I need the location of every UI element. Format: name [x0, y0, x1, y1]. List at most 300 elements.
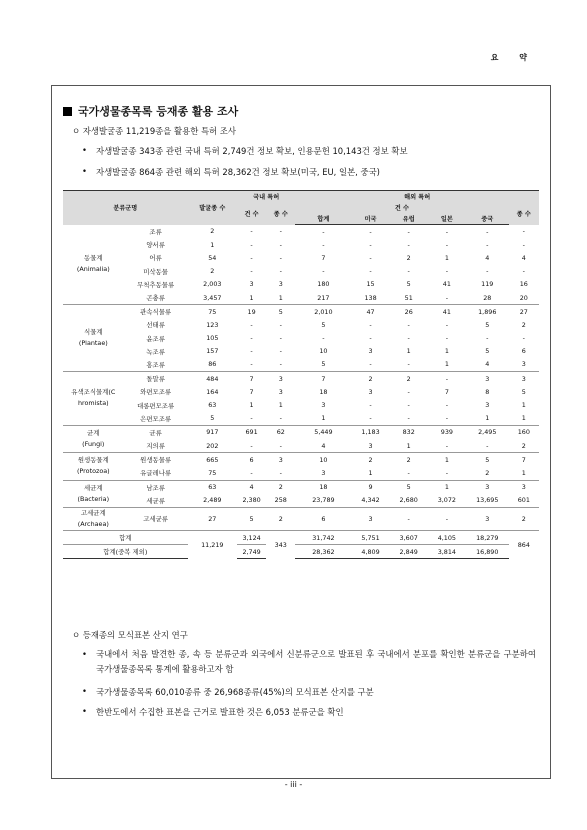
table-cell: - [250, 240, 253, 249]
table-cell: 5 [485, 347, 490, 356]
table-cell: 5 [406, 483, 411, 492]
table-cell: 1,896 [478, 307, 497, 316]
table-cell: - [445, 320, 449, 329]
table-cell: - [250, 347, 253, 356]
table-cell: 1 [428, 358, 466, 372]
section-title-text: 국가생물종목록 등재종 활용 조사 [78, 105, 239, 118]
total-cell: 18,279 [466, 530, 509, 544]
page-number: - iii - [284, 780, 303, 789]
total-cell: 4,105 [428, 530, 466, 544]
taxon-name: 돌말류 [146, 375, 165, 384]
table-row [63, 305, 539, 319]
table-cell: 3 [509, 358, 539, 372]
table-cell: 7 [249, 374, 254, 383]
table-cell: - [369, 320, 372, 329]
total-cell: 2,849 [390, 545, 428, 559]
table-cell: 5 [295, 358, 351, 372]
section-title [63, 103, 238, 119]
table-cell: 157 [206, 347, 219, 356]
table-cell: 3,072 [428, 494, 466, 508]
table-row [63, 251, 539, 264]
table-cell: 3 [295, 466, 351, 480]
table-cell: - [279, 320, 282, 329]
table-cell: 86 [188, 358, 237, 372]
table-row [63, 238, 539, 251]
table-cell: 3 [249, 280, 254, 289]
total-cell: 4,809 [351, 545, 389, 559]
table-cell: 1 [249, 401, 254, 410]
table-cell: 2,495 [478, 428, 497, 437]
table-cell: - [486, 227, 489, 236]
table-cell: 1 [444, 455, 449, 464]
table-cell: - [369, 240, 372, 249]
table-cell: 18 [319, 483, 328, 492]
table-cell: - [522, 227, 525, 236]
table-cell: 10 [319, 455, 328, 464]
table-cell: - [428, 412, 466, 426]
table-cell: 2 [266, 507, 295, 530]
table-cell: 41 [442, 280, 451, 289]
bullet-text: 국가생물종목록 60,010종류 중 26,968종류(45%)의 모식표본 산지를 구분 [96, 687, 374, 697]
table-cell: 3 [278, 280, 283, 289]
taxon-name: 미삭동물 [143, 267, 168, 276]
total-cell: 3,814 [428, 545, 466, 559]
table-row [63, 345, 539, 358]
taxon-name: 지의류 [124, 439, 188, 453]
table-row [63, 398, 539, 411]
table-cell: 6 [249, 455, 254, 464]
table-cell: 2 [509, 439, 539, 453]
taxon-name: 양서류 [146, 241, 165, 250]
patent-table [63, 190, 539, 559]
table-cell: 119 [481, 280, 494, 289]
table-cell: 23,789 [295, 494, 351, 508]
table-cell: 27 [519, 307, 528, 316]
table-cell: - [369, 267, 372, 276]
table-cell: 1 [444, 483, 449, 492]
header-jp: 일본 [428, 213, 466, 225]
taxon-name: 관속식물류 [140, 308, 172, 317]
table-cell: 939 [440, 428, 453, 437]
table-cell: 202 [188, 439, 237, 453]
table-cell: 6 [521, 347, 526, 356]
total-cell: 28,362 [295, 545, 351, 559]
table-cell: - [428, 466, 466, 480]
table-cell: 2 [368, 455, 373, 464]
taxon-name: 녹조류 [146, 347, 165, 356]
table-cell: - [369, 401, 372, 410]
table-cell: 1 [295, 412, 351, 426]
table-cell: - [266, 466, 295, 480]
table-cell: 18 [319, 387, 328, 396]
table-cell: 4 [249, 483, 254, 492]
taxon-name: 대롱편모조류 [137, 401, 175, 410]
table-cell: - [445, 240, 449, 249]
header-domestic: 국내 특허 [237, 191, 295, 203]
table-cell: 63 [208, 401, 217, 410]
table-cell: 2 [521, 320, 526, 329]
kingdom-label: 원생동물계 (Protozoa) [63, 453, 124, 480]
table-cell: 484 [206, 374, 219, 383]
header-cn: 중국 [466, 213, 509, 225]
table-cell: 7 [249, 387, 254, 396]
table-cell: 4 [485, 253, 490, 262]
kingdom-label: 동물계 (Animalia) [63, 225, 124, 305]
total-label: 합계 [63, 530, 188, 544]
table-cell: - [322, 227, 325, 236]
table-cell: - [428, 439, 466, 453]
table-cell: - [279, 347, 282, 356]
header-us: 미국 [351, 213, 389, 225]
table-cell: - [250, 267, 253, 276]
taxon-name: 은편모조류 [124, 412, 188, 426]
table-cell: 4 [295, 439, 351, 453]
header-found: 발굴종 수 [188, 191, 237, 225]
table-cell: 10 [319, 347, 328, 356]
table-row [63, 358, 539, 372]
table-cell: 5 [278, 307, 283, 316]
subheading-patent: ㅇ 자생발굴종 11,219종을 활용한 특허 조사 [72, 126, 236, 136]
taxon-name: 어류 [149, 254, 162, 263]
table-cell: 1 [278, 401, 283, 410]
taxon-name: 홍조류 [124, 358, 188, 372]
header-dom-count: 건 수 [237, 202, 266, 225]
table-cell: - [279, 253, 282, 262]
table-cell: - [250, 253, 253, 262]
table-cell: 19 [247, 307, 256, 316]
table-cell: 1 [466, 412, 509, 426]
table-cell: - [466, 439, 509, 453]
table-cell: 2,489 [188, 494, 237, 508]
table-cell: 5,449 [314, 428, 333, 437]
bullet-text: 자생발굴종 343종 관련 국내 특허 2,749건 정보 확보, 인용문헌 10,143건 정보 확보 [96, 146, 408, 156]
table-cell: 3 [368, 387, 373, 396]
taxon-name: 선태류 [146, 321, 165, 330]
header-for-species: 종 수 [509, 202, 539, 225]
taxon-name: 무척추동물류 [137, 280, 175, 289]
table-cell: 7 [521, 455, 526, 464]
taxon-name: 유글레나류 [124, 466, 188, 480]
table-cell: 3 [351, 507, 389, 530]
taxon-name: 균류 [149, 428, 162, 437]
table-cell: 3 [278, 455, 283, 464]
table-cell: 6 [295, 507, 351, 530]
table-cell: - [407, 401, 410, 410]
table-cell: - [390, 358, 428, 372]
table-cell: - [369, 253, 372, 262]
table-cell: 3 [521, 374, 526, 383]
table-cell: 917 [206, 428, 219, 437]
table-cell: - [322, 334, 325, 343]
table-cell: - [250, 227, 253, 236]
table-cell: 1 [390, 439, 428, 453]
table-cell: 3 [485, 374, 490, 383]
total-cell: 16,890 [466, 545, 509, 559]
table-cell: - [351, 412, 389, 426]
table-cell: 7 [321, 374, 326, 383]
table-cell: 832 [402, 428, 415, 437]
table-body [63, 225, 539, 531]
table-cell: 1 [509, 466, 539, 480]
bullet-type-locality-purpose [84, 647, 536, 677]
table-cell: - [250, 334, 253, 343]
bullet-text: 자생발굴종 864종 관련 해외 특허 28,362건 정보 확보(미국, EU, 일본, 중국) [96, 167, 380, 177]
table-row [63, 412, 539, 426]
total-dom-count-dedup: 2,749 [237, 545, 266, 559]
table-cell: 1 [237, 291, 266, 305]
taxon-name: 원생동물류 [140, 456, 172, 465]
table-cell: - [390, 412, 428, 426]
table-cell: 164 [206, 387, 219, 396]
table-cell: - [266, 358, 295, 372]
table-cell: 75 [188, 466, 237, 480]
square-bullet-icon [63, 107, 72, 116]
kingdom-label: 균계 (Fungi) [63, 425, 124, 452]
table-cell: - [445, 401, 449, 410]
header-group: 분류군명 [63, 191, 188, 225]
table-cell: - [322, 240, 325, 249]
table-cell: - [522, 240, 525, 249]
total-cell: 31,742 [295, 530, 351, 544]
table-row [63, 425, 539, 439]
table-cell: 4 [521, 253, 526, 262]
table-cell: - [351, 358, 389, 372]
table-cell: - [237, 358, 266, 372]
table-cell: 217 [295, 291, 351, 305]
table-cell: 1 [444, 253, 449, 262]
table-cell: 2,680 [390, 494, 428, 508]
table-cell: 28 [466, 291, 509, 305]
table-row [63, 494, 539, 508]
table-cell: 3 [351, 439, 389, 453]
table-cell: 5 [521, 387, 526, 396]
table-cell: 7 [321, 253, 326, 262]
table-cell: - [445, 267, 449, 276]
bullet-icon: • [82, 649, 87, 659]
table-cell: - [407, 334, 410, 343]
table-cell: 2 [406, 253, 411, 262]
table-cell: - [407, 227, 410, 236]
table-cell: - [250, 320, 253, 329]
total-dedup-label: 합계(중복 제외) [63, 545, 188, 559]
table-cell: 4 [466, 358, 509, 372]
total-cell: 5,751 [351, 530, 389, 544]
table-row [63, 372, 539, 386]
table-cell: 27 [188, 507, 237, 530]
table-row [63, 385, 539, 398]
table-row [63, 278, 539, 291]
table-cell: 3 [321, 401, 326, 410]
table-cell: 5 [485, 320, 490, 329]
table-cell: 3 [278, 374, 283, 383]
table-cell: 105 [206, 334, 219, 343]
table-cell: 2,003 [203, 280, 222, 289]
kingdom-label: 세균계 (Bacteria) [63, 480, 124, 507]
total-found: 11,219 [188, 530, 237, 558]
table-cell: 16 [519, 280, 528, 289]
table-total [63, 530, 539, 558]
table-row [63, 332, 539, 345]
table-cell: - [390, 466, 428, 480]
table-cell: - [486, 240, 489, 249]
table-cell: 26 [404, 307, 413, 316]
table-row [63, 453, 539, 467]
table-cell: 601 [509, 494, 539, 508]
table-cell: 15 [366, 280, 375, 289]
table-row [63, 439, 539, 453]
table-cell: 3 [485, 483, 490, 492]
taxon-name: 윤조류 [146, 334, 165, 343]
table-cell: - [237, 412, 266, 426]
table-row [63, 466, 539, 480]
page-header: 요 약 [490, 53, 536, 62]
table-cell: 2 [406, 455, 411, 464]
table-cell: 75 [208, 307, 217, 316]
table-cell: - [237, 439, 266, 453]
table-cell: - [407, 240, 410, 249]
table-cell: - [237, 466, 266, 480]
table-cell: 138 [351, 291, 389, 305]
table-cell: 2 [509, 507, 539, 530]
taxon-name: 고세균류 [124, 507, 188, 530]
table-cell: 258 [266, 494, 295, 508]
total-for-species: 864 [509, 530, 539, 558]
table-cell: - [322, 267, 325, 276]
taxon-name: 와편모조류 [140, 388, 172, 397]
table-cell: 2,380 [237, 494, 266, 508]
table-cell: 20 [509, 291, 539, 305]
header-total: 합계 [295, 213, 351, 225]
kingdom-label: 고세균계 (Archaea) [63, 507, 124, 530]
table-cell: 3 [278, 387, 283, 396]
table-cell: 4,342 [351, 494, 389, 508]
taxon-name: 조류 [149, 227, 162, 236]
table-cell: 1 [509, 412, 539, 426]
table-cell: - [407, 267, 410, 276]
table-cell: 41 [442, 307, 451, 316]
bullet-icon: • [82, 166, 87, 176]
table-cell: 5 [485, 455, 490, 464]
table-cell: 5 [406, 280, 411, 289]
table-cell: - [428, 507, 466, 530]
table-cell: 54 [208, 253, 217, 262]
bullet-text: 한반도에서 수집한 표본을 근거로 발표한 것은 6,053 분류군을 확인 [96, 707, 344, 717]
table-cell: - [266, 412, 295, 426]
table-cell: - [428, 291, 466, 305]
table-cell: 1,183 [361, 428, 380, 437]
table-cell: - [445, 334, 449, 343]
table-cell: - [445, 374, 449, 383]
table-cell: 665 [206, 455, 219, 464]
table-row [63, 480, 539, 494]
table-cell: 1 [351, 466, 389, 480]
header-dom-species: 종 수 [266, 202, 295, 225]
table-cell: - [407, 320, 410, 329]
table-cell: 62 [276, 428, 285, 437]
table-cell: - [369, 227, 372, 236]
table-cell: - [486, 267, 489, 276]
table-cell: 2 [210, 267, 215, 276]
table-cell: 51 [390, 291, 428, 305]
table-cell: 63 [208, 483, 217, 492]
table-cell: 3 [466, 507, 509, 530]
table-cell: 691 [245, 428, 258, 437]
kingdom-label: 식물계 (Plantae) [63, 305, 124, 372]
table-cell: - [407, 387, 410, 396]
table-cell: 3,457 [188, 291, 237, 305]
table-cell: 1 [406, 347, 411, 356]
table-cell: 3 [368, 347, 373, 356]
table-cell: 2 [368, 374, 373, 383]
taxon-name: 남조류 [146, 483, 165, 492]
table-cell: 123 [206, 320, 219, 329]
table-cell: 8 [485, 387, 490, 396]
bullet-icon: • [82, 706, 87, 716]
table-cell: - [369, 334, 372, 343]
table-cell: 2 [466, 466, 509, 480]
table-cell: 5 [321, 320, 326, 329]
table-cell: 5 [188, 412, 237, 426]
table-cell: 9 [368, 483, 373, 492]
table-cell: - [486, 334, 489, 343]
table-row [63, 265, 539, 278]
table-cell: - [445, 227, 449, 236]
table-cell: 3 [485, 401, 490, 410]
table-row [63, 507, 539, 530]
table-cell: 2 [278, 483, 283, 492]
table-cell: 3 [521, 483, 526, 492]
table-cell: 1 [266, 291, 295, 305]
table-row [63, 318, 539, 331]
table-row [63, 291, 539, 305]
table-cell: - [266, 439, 295, 453]
header-for-count: 건 수 [295, 202, 508, 213]
taxon-name: 세균류 [124, 494, 188, 508]
table-cell: - [390, 507, 428, 530]
table-cell: 2 [210, 227, 215, 236]
table-cell: 5 [237, 507, 266, 530]
table-cell: - [522, 334, 525, 343]
table-row [63, 225, 539, 239]
taxon-name: 곤충류 [124, 291, 188, 305]
subheading-type-locality: ㅇ 등재종의 모식표본 산지 연구 [72, 630, 188, 640]
table-cell: 160 [517, 428, 530, 437]
table-cell: 1 [444, 347, 449, 356]
table-cell: - [522, 267, 525, 276]
table-cell: 2,010 [314, 307, 333, 316]
table-cell: - [279, 240, 282, 249]
total-dom-count: 3,124 [237, 530, 266, 544]
table-cell: 47 [366, 307, 375, 316]
bullet-text: 국내에서 처음 발견한 종, 속 등 분류군과 외국에서 신분류군으로 발표된 후 국내에서 분포를 확인한 분류군을 구분하여 국가생물종목록 통계에 활용하고자 함 [96, 649, 536, 674]
bullet-icon: • [82, 686, 87, 696]
table-cell: - [279, 334, 282, 343]
table-cell: - [279, 227, 282, 236]
header-foreign: 해외 특허 [295, 191, 539, 203]
table-cell: 1 [210, 240, 215, 249]
table-cell: 2 [406, 374, 411, 383]
bullet-icon: • [82, 145, 87, 155]
table-cell: 13,695 [466, 494, 509, 508]
total-cell: 3,607 [390, 530, 428, 544]
table-cell: - [279, 267, 282, 276]
total-dom-species: 343 [266, 530, 295, 558]
table-cell: 1 [521, 401, 526, 410]
table-cell: 7 [444, 387, 449, 396]
kingdom-label: 유색조식물계(C hromista) [63, 372, 124, 426]
header-eu: 유럽 [390, 213, 428, 225]
table-cell: 180 [317, 280, 330, 289]
